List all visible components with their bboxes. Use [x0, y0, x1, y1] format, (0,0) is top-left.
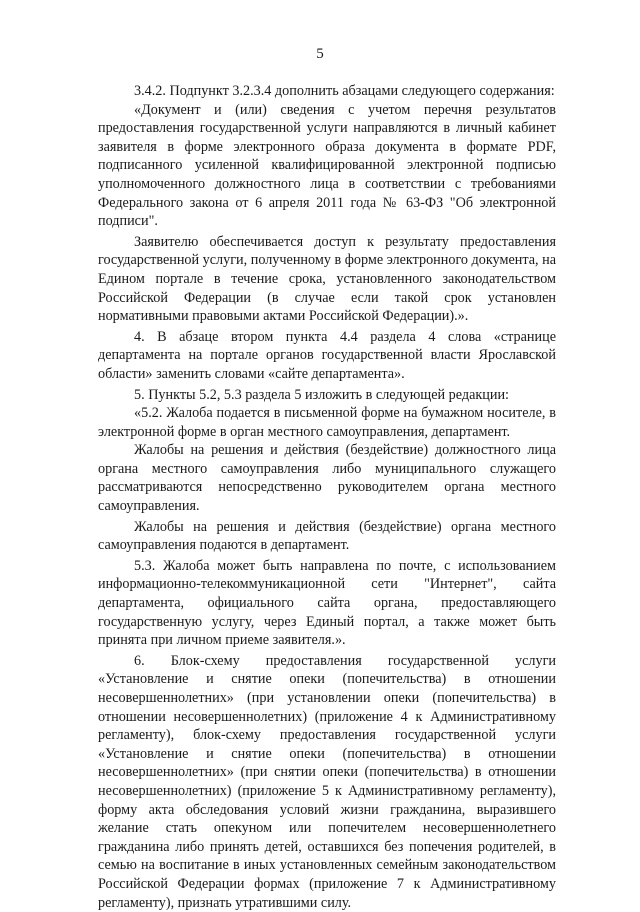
paragraph-5-3: 5.3. Жалоба может быть направлена по почте, с использованием информационно-телекоммуникационной сети "Интернет", сайта департамента, официального сайта органа, предоставляющего государственную услугу, через Единый портал, а также может быть принята при личном приеме заявителя.». — [98, 557, 556, 649]
paragraph-complaints-authority: Жалобы на решения и действия (бездействие) органа местного самоуправления подаются в департамент. — [98, 518, 556, 554]
paragraph-complaints-officials: Жалобы на решения и действия (бездействие) должностного лица органа местного самоуправления либо муниципального служащего рассматриваются непосредственно руководителем органа местного самоуправления. — [98, 442, 556, 515]
paragraph-applicant-access: Заявителю обеспечивается доступ к результату предоставления государственной услуги, полученному в форме электронного документа, на Едином портале в течение срока, установленного законодательством Российской Федерации (в случае если такой срок установлен нормативными правовыми актами Российской Федерации).». — [98, 233, 556, 325]
paragraph-item-4: 4. В абзаце втором пункта 4.4 раздела 4 слова «странице департамента на портале органов государственной власти Ярославской области» заменить словами «сайте департамента». — [98, 328, 556, 382]
paragraph-3-4-2: 3.4.2. Подпункт 3.2.3.4 дополнить абзацами следующего содержания: — [134, 83, 555, 99]
document-body — [98, 82, 556, 912]
paragraph-item-5: 5. Пункты 5.2, 5.3 раздела 5 изложить в следующей редакции: — [134, 386, 509, 403]
paragraph-item-6: 6. Блок-схему предоставления государственной услуги «Установление и снятие опеки (попечительства) в отношении несовершеннолетних» (при установлении опеки (попечительства) в отношении несовершеннолетних) (приложение 4 к Административному регламенту), блок-схему предоставления государственной услуги «Установление и снятие опеки (попечительства) в отношении несовершеннолетних» (при снятии опеки (попечительства) в отношении несовершеннолетних) (приложение 5 к Административному регламенту), форму акта обследования условий жизни гражданина, выразившего желание стать опекуном или попечителем несовершеннолетнего гражданина либо принять детей, оставшихся без попечения родителей, в семью на воспитание в иных установленных семейным законодательством Российской Федерации формах (приложение 7 к Административному регламенту), признать утратившими силу. — [98, 652, 556, 911]
page-number: 5 — [316, 46, 324, 62]
paragraph-5-2: «5.2. Жалоба подается в письменной форме на бумажном носителе, в электронной форме в орган местного самоуправления, департамент. — [98, 405, 556, 440]
paragraph-document-quote: «Документ и (или) сведения с учетом перечня результатов предоставления государственной услуги направляются в личный кабинет заявителя в форме электронного образа документа в формате PDF, подписанного усиленной квалифицированной электронной подписью уполномоченного должностного лица в соответствии с требованиями Федерального закона от 6 апреля 2011 года № 63-ФЗ "Об электронной подписи". — [98, 101, 556, 230]
